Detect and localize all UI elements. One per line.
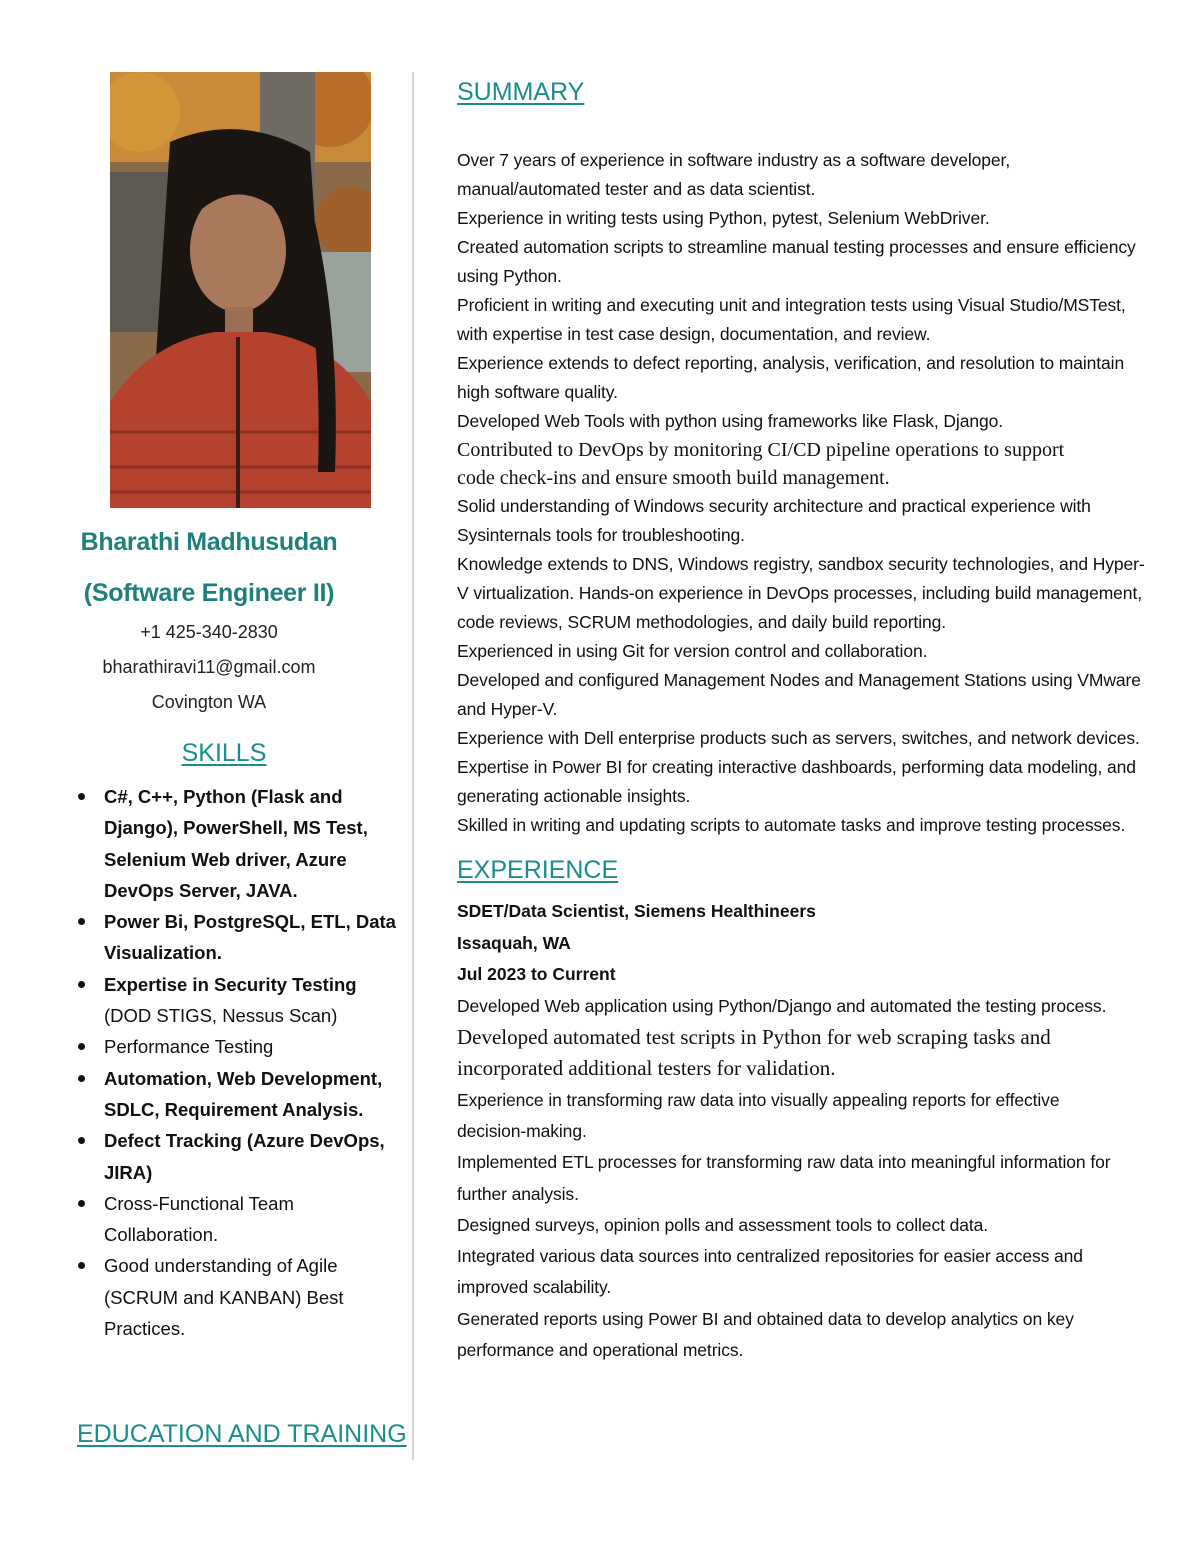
column-divider — [412, 72, 414, 1460]
summary-line: and Hyper-V. — [457, 699, 558, 719]
skill-bold: Defect Tracking (Azure DevOps, JIRA) — [104, 1130, 385, 1183]
email-address: bharathiravi11@gmail.com — [102, 657, 316, 677]
experience-line: further analysis. — [457, 1183, 579, 1204]
experience-line: decision-making. — [457, 1120, 587, 1141]
skill-bold: C#, C++, Python (Flask and Django), PowerShell, MS Test, Selenium Web driver, Azure DevOps Server, JAVA. — [104, 786, 368, 901]
summary-line: Knowledge extends to DNS, Windows registry, sandbox security technologies, and Hyper- — [457, 554, 1145, 574]
right-column — [457, 0, 1200, 1553]
skill-item — [76, 969, 406, 1032]
phone-number: +1 425-340-2830 — [140, 622, 278, 642]
summary-line: Created automation scripts to streamline manual testing processes and ensure efficiency — [457, 237, 1136, 257]
person-name: Bharathi Madhusudan — [80, 528, 338, 556]
summary-line: using Python. — [457, 266, 562, 286]
skill-item — [76, 1250, 406, 1344]
experience-line: performance and operational metrics. — [457, 1340, 744, 1361]
skill-normal: Good understanding of Agile (SCRUM and KANBAN) Best Practices. — [104, 1255, 344, 1340]
skills-heading: SKILLS — [181, 739, 267, 767]
left-column — [0, 0, 410, 1553]
summary-line: Skilled in writing and updating scripts to automate tasks and improve testing processes. — [457, 815, 1126, 835]
bullet-icon — [78, 793, 85, 800]
summary-line: high software quality. — [457, 382, 618, 402]
summary-line: with expertise in test case design, documentation, and review. — [457, 324, 931, 344]
bullet-icon — [78, 1075, 85, 1082]
bullet-icon — [78, 1043, 85, 1050]
summary-line: Proficient in writing and executing unit and integration tests using Visual Studio/MSTest, — [457, 295, 1126, 315]
summary-heading: SUMMARY — [457, 78, 585, 106]
bullet-icon — [78, 1200, 85, 1207]
bullet-icon — [78, 1137, 85, 1144]
summary-line: Developed and configured Management Nodes and Management Stations using VMware — [457, 670, 1141, 690]
skill-bold: Expertise in Security Testing — [104, 973, 357, 995]
skill-normal: Cross-Functional Team Collaboration. — [104, 1192, 294, 1246]
summary-line: code reviews, SCRUM methodologies, and daily build reporting. — [457, 612, 947, 632]
experience-line: Generated reports using Power BI and obtained data to develop analytics on key — [457, 1308, 1074, 1329]
profile-photo — [110, 72, 371, 508]
experience-line: Integrated various data sources into centralized repositories for easier access and — [457, 1246, 1083, 1267]
education-heading: EDUCATION AND TRAINING — [77, 1420, 407, 1448]
job-dates: Jul 2023 to Current — [457, 964, 616, 985]
summary-line: code check-ins and ensure smooth build management. — [457, 467, 890, 489]
skills-list — [76, 781, 406, 1344]
summary-line: manual/automated tester and as data scientist. — [457, 179, 816, 199]
bullet-icon — [78, 981, 85, 988]
summary-line: Experience with Dell enterprise products such as servers, switches, and network devices. — [457, 728, 1140, 748]
summary-line: Sysinternals tools for troubleshooting. — [457, 525, 745, 545]
summary-line: Experienced in using Git for version control and collaboration. — [457, 641, 928, 661]
experience-entry — [457, 896, 1200, 1366]
bullet-icon — [78, 1262, 85, 1269]
summary-line: Expertise in Power BI for creating interactive dashboards, performing data modeling, and — [457, 757, 1136, 777]
job-role: SDET/Data Scientist, Siemens Healthineers — [457, 901, 816, 921]
experience-line: incorporated additional testers for validation. — [457, 1056, 836, 1081]
job-place: Issaquah, WA — [457, 932, 571, 953]
skill-item — [76, 1188, 406, 1251]
experience-line: Implemented ETL processes for transforming raw data into meaningful information for — [457, 1152, 1111, 1173]
summary-line: Contributed to DevOps by monitoring CI/CD pipeline operations to support — [457, 439, 1065, 461]
skill-item — [76, 781, 406, 906]
summary-line: V virtualization. Hands-on experience in DevOps processes, including build management, — [457, 583, 1142, 603]
experience-line: Experience in transforming raw data into visually appealing reports for effective — [457, 1089, 1060, 1110]
skill-normal: (DOD STIGS, Nessus Scan) — [104, 1005, 338, 1027]
skill-item — [76, 906, 406, 969]
experience-heading: EXPERIENCE — [457, 856, 619, 884]
skill-item — [76, 1125, 406, 1188]
summary-line: Over 7 years of experience in software industry as a software developer, — [457, 150, 1011, 170]
profile-photo-image — [110, 72, 371, 508]
summary-line: Experience extends to defect reporting, analysis, verification, and resolution to maintain — [457, 353, 1125, 373]
skill-bold: Power Bi, PostgreSQL, ETL, Data Visualization. — [104, 911, 396, 964]
bullet-icon — [78, 918, 85, 925]
summary-line: generating actionable insights. — [457, 786, 691, 806]
job-title: (Software Engineer II) — [83, 579, 335, 607]
experience-line: Developed Web application using Python/Django and automated the testing process. — [457, 995, 1107, 1016]
experience-line: Designed surveys, opinion polls and assessment tools to collect data. — [457, 1214, 989, 1235]
summary-line: Experience in writing tests using Python, pytest, Selenium WebDriver. — [457, 208, 990, 228]
experience-line: Developed automated test scripts in Python for web scraping tasks and — [457, 1025, 1051, 1050]
skill-bold: Automation, Web Development, SDLC, Requirement Analysis. — [104, 1067, 383, 1120]
skill-normal: Performance Testing — [104, 1036, 274, 1058]
skill-item — [76, 1031, 406, 1062]
experience-line: improved scalability. — [457, 1277, 612, 1298]
location: Covington WA — [151, 692, 267, 712]
summary-text — [457, 146, 1200, 840]
summary-line: Developed Web Tools with python using frameworks like Flask, Django. — [457, 411, 1004, 431]
skill-item — [76, 1063, 406, 1126]
summary-line: Solid understanding of Windows security architecture and practical experience with — [457, 496, 1091, 516]
